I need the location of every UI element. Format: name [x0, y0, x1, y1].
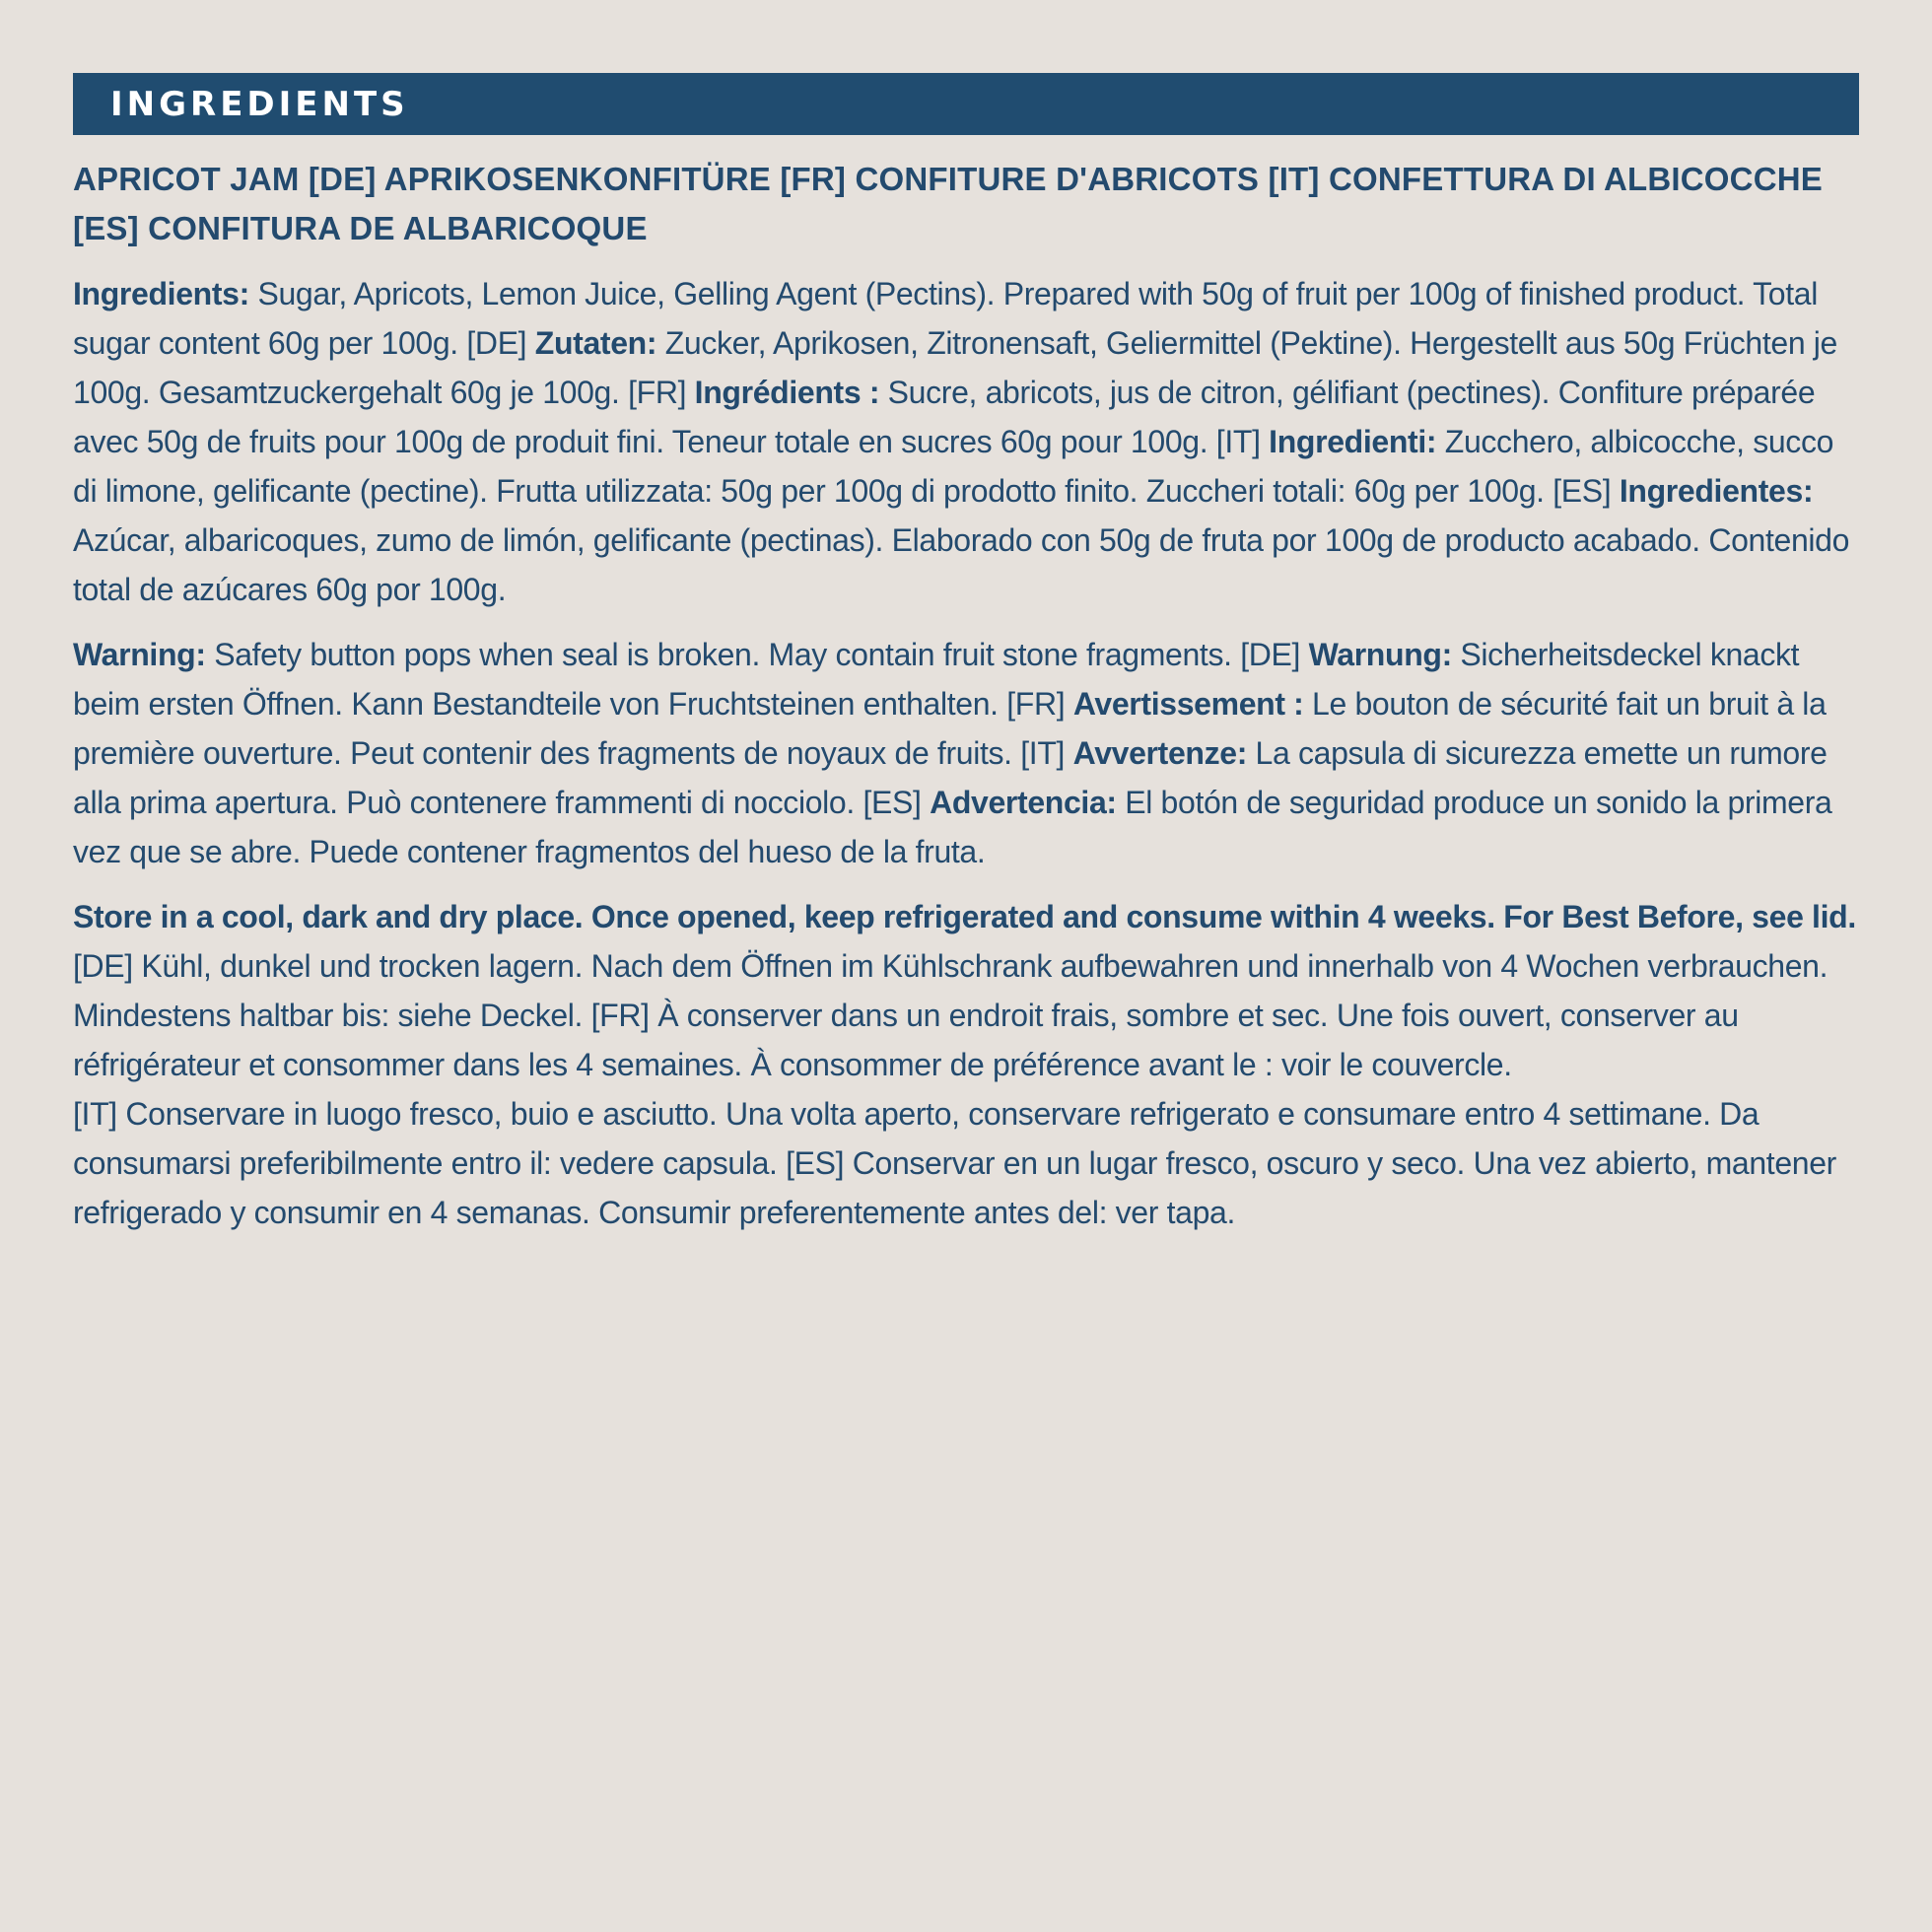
warning-label-es: Advertencia:	[930, 785, 1117, 820]
ingredients-paragraph	[73, 269, 1859, 614]
warning-label-de: Warnung:	[1308, 637, 1452, 672]
warning-text-fr: Le bouton de sécurité fait un bruit à la première ouverture. Peut contenir des fragments de noyaux de fruits. [IT]	[73, 686, 1827, 771]
ingredients-label-es: Ingredientes:	[1619, 473, 1814, 509]
ingredients-heading: INGREDIENTS	[110, 84, 409, 124]
ingredients-text-it: Zucchero, albicocche, succo di limone, gelificante (pectine). Frutta utilizzata: 50g per 100g di prodotto finito. Zuccheri totali: 60g per 100g. [ES]	[73, 424, 1834, 509]
ingredients-text-en: Sugar, Apricots, Lemon Juice, Gelling Agent (Pectins). Prepared with 50g of fruit per 100g of finished product. Total sugar content 60g per 100g. [DE]	[73, 276, 1818, 361]
warning-label-it: Avvertenze:	[1072, 735, 1247, 771]
ingredients-label-it: Ingredienti:	[1269, 424, 1437, 459]
ingredients-text-de: Zucker, Aprikosen, Zitronensaft, Geliermittel (Pektine). Hergestellt aus 50g Früchten je 100g. Gesamtzuckergehalt 60g je 100g. [FR]	[73, 325, 1838, 410]
storage-instructions-en	[73, 892, 1859, 941]
warning-text-de: Sicherheitsdeckel knackt beim ersten Öffnen. Kann Bestandteile von Fruchtsteinen enthalten. [FR]	[73, 637, 1800, 722]
warning-text-es: El botón de seguridad produce un sonido la primera vez que se abre. Puede contener fragmentos del hueso de la fruta.	[73, 785, 1832, 869]
storage-instructions-de-fr: [DE] Kühl, dunkel und trocken lagern. Nach dem Öffnen im Kühlschrank aufbewahren und innerhalb von 4 Wochen verbrauchen. Mindestens haltbar bis: siehe Deckel. [FR] À conserver dans un endroit frais, sombre et sec. Une fois ouvert, conserver au réfrigérateur et consommer dans les 4 semaines. À consommer de préférence avant le : voir le couvercle.	[73, 948, 1828, 1082]
warning-label-en: Warning:	[73, 637, 206, 672]
ingredients-text-es: Azúcar, albaricoques, zumo de limón, gelificante (pectinas). Elaborado con 50g de fruta por 100g de producto acabado. Contenido total de azúcares 60g por 100g.	[73, 522, 1850, 607]
storage-paragraph	[73, 892, 1859, 1237]
product-name: APRICOT JAM [DE] APRIKOSENKONFITÜRE [FR] CONFITURE D'ABRICOTS [IT] CONFETTURA DI ALBICOCCHE [ES] CONFITURA DE ALBARICOQUE	[73, 161, 1823, 246]
ingredients-label-en: Ingredients:	[73, 276, 249, 311]
warning-paragraph	[73, 630, 1859, 876]
ingredients-label-de: Zutaten:	[534, 325, 657, 361]
warning-label-fr: Avertissement :	[1072, 686, 1304, 722]
ingredients-text-fr: Sucre, abricots, jus de citron, gélifiant (pectines). Confiture préparée avec 50g de fruits pour 100g de produit fini. Teneur totale en sucres 60g pour 100g. [IT]	[73, 375, 1816, 459]
ingredients-label-fr: Ingrédients :	[694, 375, 880, 410]
warning-text-it: La capsula di sicurezza emette un rumore alla prima apertura. Può contenere frammenti di nocciolo. [ES]	[73, 735, 1828, 820]
warning-text-en: Safety button pops when seal is broken. May contain fruit stone fragments. [DE]	[205, 637, 1309, 672]
storage-instructions-it-es: [IT] Conservare in luogo fresco, buio e asciutto. Una volta aperto, conservare refrigerato e consumare entro 4 settimane. Da consumarsi preferibilmente entro il: vedere capsula. [ES] Conservar en un lugar fresco, oscuro y seco. Una vez abierto, mantener refrigerado y consumir en 4 semanas. Consumir preferentemente antes del: ver tapa.	[73, 1096, 1836, 1230]
ingredients-header-bar	[73, 73, 1859, 135]
storage-text-en: Store in a cool, dark and dry place. Once opened, keep refrigerated and consume within 4 weeks. For Best Before, see lid.	[73, 899, 1856, 934]
